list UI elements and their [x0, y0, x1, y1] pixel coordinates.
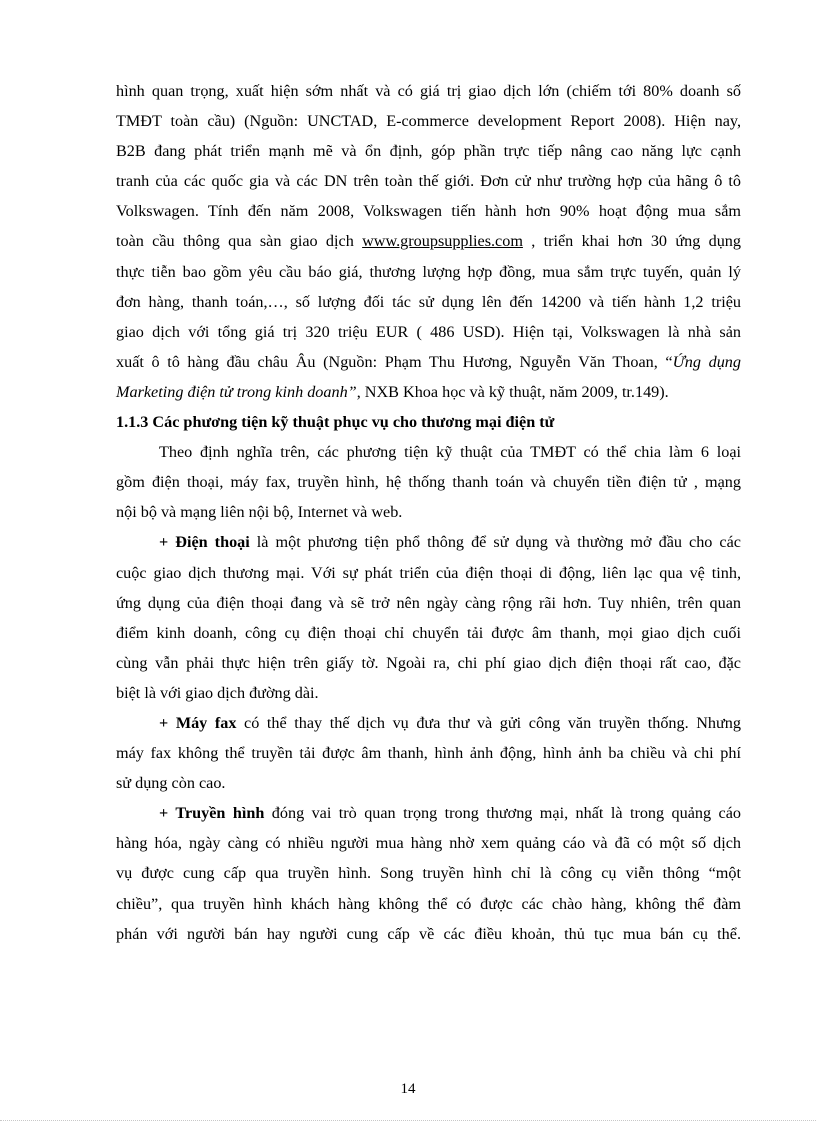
text-line: thực tiễn bao gồm yêu cầu báo giá, thương lượng hợp đồng, mua sắm trực tuyến, quản lý — [116, 262, 741, 281]
text-segment: có thể thay thế dịch vụ đưa thư và gửi công văn truyền thống. Nhưng — [236, 713, 741, 732]
text-line: tranh của các quốc gia và các DN trên toàn thế giới. Đơn cử như trường hợp của hãng ô tô — [116, 172, 741, 191]
text-line: vụ được cung cấp qua truyền hình. Song truyền hình chỉ là công cụ viễn thông “một — [116, 864, 741, 883]
document-page — [116, 76, 741, 949]
bold-term: + Máy fax — [159, 713, 237, 732]
text-line — [116, 798, 741, 828]
text-line: Volkswagen. Tính đến năm 2008, Volkswagen tiến hành hơn 90% hoạt động mua sắm — [116, 202, 741, 221]
page-bottom-divider — [0, 1120, 816, 1121]
paragraph-fax — [116, 708, 741, 798]
text-line: biệt là với giao dịch đường dài. — [116, 683, 319, 702]
text-line: máy fax không thể truyền tải được âm thanh, hình ảnh động, hình ảnh ba chiều và chi phí — [116, 744, 741, 763]
text-line: chiều”, qua truyền hình khách hàng không thể có được các chào hàng, không thể đàm — [116, 894, 741, 913]
citation-title: Marketing điện tử trong kinh doanh” — [116, 382, 357, 401]
text-line: hình quan trọng, xuất hiện sớm nhất và có giá trị giao dịch lớn (chiếm tới 80% doanh số — [116, 82, 741, 100]
text-segment: toàn cầu thông qua sàn giao dịch — [116, 232, 363, 251]
text-segment: , triển khai hơn 30 ứng dụng — [522, 232, 741, 251]
text-line: gồm điện thoại, máy fax, truyền hình, hệ thống thanh toán và chuyển tiền điện tử , mạng — [116, 473, 741, 492]
text-line — [116, 226, 741, 256]
text-line: cùng vẫn phải thực hiện trên giấy tờ. Ngoài ra, chi phí giao dịch điện thoại rất cao, đặc — [116, 653, 741, 672]
paragraph-intro — [116, 437, 741, 527]
text-line: đơn hàng, thanh toán,…, số lượng đối tác sử dụng lên đến 14200 và tiến hành 1,2 triệu — [116, 292, 741, 311]
bold-term: + Điện thoại — [159, 533, 250, 552]
paragraph-b2b — [116, 76, 741, 407]
text-line — [116, 377, 741, 407]
text-line — [116, 527, 741, 557]
text-line: ứng dụng của điện thoại đang và sẽ trở nên ngày càng rộng rãi hơn. Tuy nhiên, trên quan — [116, 593, 741, 612]
text-segment: là một phương tiện phổ thông để sử dụng và thường mở đầu cho các — [249, 533, 741, 552]
text-line: giao dịch với tổng giá trị 320 triệu EUR ( 486 USD). Hiện tại, Volkswagen là nhà sản — [116, 322, 741, 341]
text-line: sử dụng còn cao. — [116, 774, 226, 793]
groupsupplies-link[interactable]: www.groupsupplies.com — [362, 232, 523, 251]
text-line — [116, 347, 741, 377]
text-line — [116, 708, 741, 738]
section-heading: 1.1.3 Các phương tiện kỹ thuật phục vụ cho thương mại điện tử — [116, 413, 555, 432]
text-line: Theo định nghĩa trên, các phương tiện kỹ thuật của TMĐT có thể chia làm 6 loại — [159, 443, 741, 462]
text-segment: , NXB Khoa học và kỹ thuật, năm 2009, tr.149). — [356, 382, 669, 401]
bold-term: + Truyền hình — [159, 804, 265, 823]
text-segment: xuất ô tô hàng đầu châu Âu (Nguồn: Phạm Thu Hương, Nguyễn Văn Thoan, “ — [116, 352, 673, 371]
text-line: nội bộ và mạng liên nội bộ, Internet và web. — [116, 503, 403, 522]
text-line: cuộc giao dịch thương mại. Với sự phát triển của điện thoại di động, liên lạc qua vệ tinh, — [116, 563, 741, 582]
text-line: B2B đang phát triển mạnh mẽ và ổn định, góp phần trực tiếp nâng cao năng lực cạnh — [116, 142, 741, 161]
citation-title: Ứng dụng — [672, 352, 741, 371]
text-segment: đóng vai trò quan trọng trong thương mại, nhất là trong quảng cáo — [264, 804, 741, 823]
text-line: hàng hóa, ngày càng có nhiều người mua hàng nhờ xem quảng cáo và đã có một số dịch — [116, 834, 741, 853]
page-number: 14 — [400, 1081, 416, 1097]
text-line: TMĐT toàn cầu) (Nguồn: UNCTAD, E-commerce development Report 2008). Hiện nay, — [116, 112, 741, 131]
paragraph-tv — [116, 798, 741, 948]
text-line: phán với người bán hay người cung cấp về các điều khoản, thủ tục mua bán cụ thể. — [116, 924, 741, 943]
text-line: điểm kinh doanh, công cụ điện thoại chỉ chuyển tải được âm thanh, mọi giao dịch cuối — [116, 623, 741, 642]
paragraph-phone — [116, 527, 741, 708]
